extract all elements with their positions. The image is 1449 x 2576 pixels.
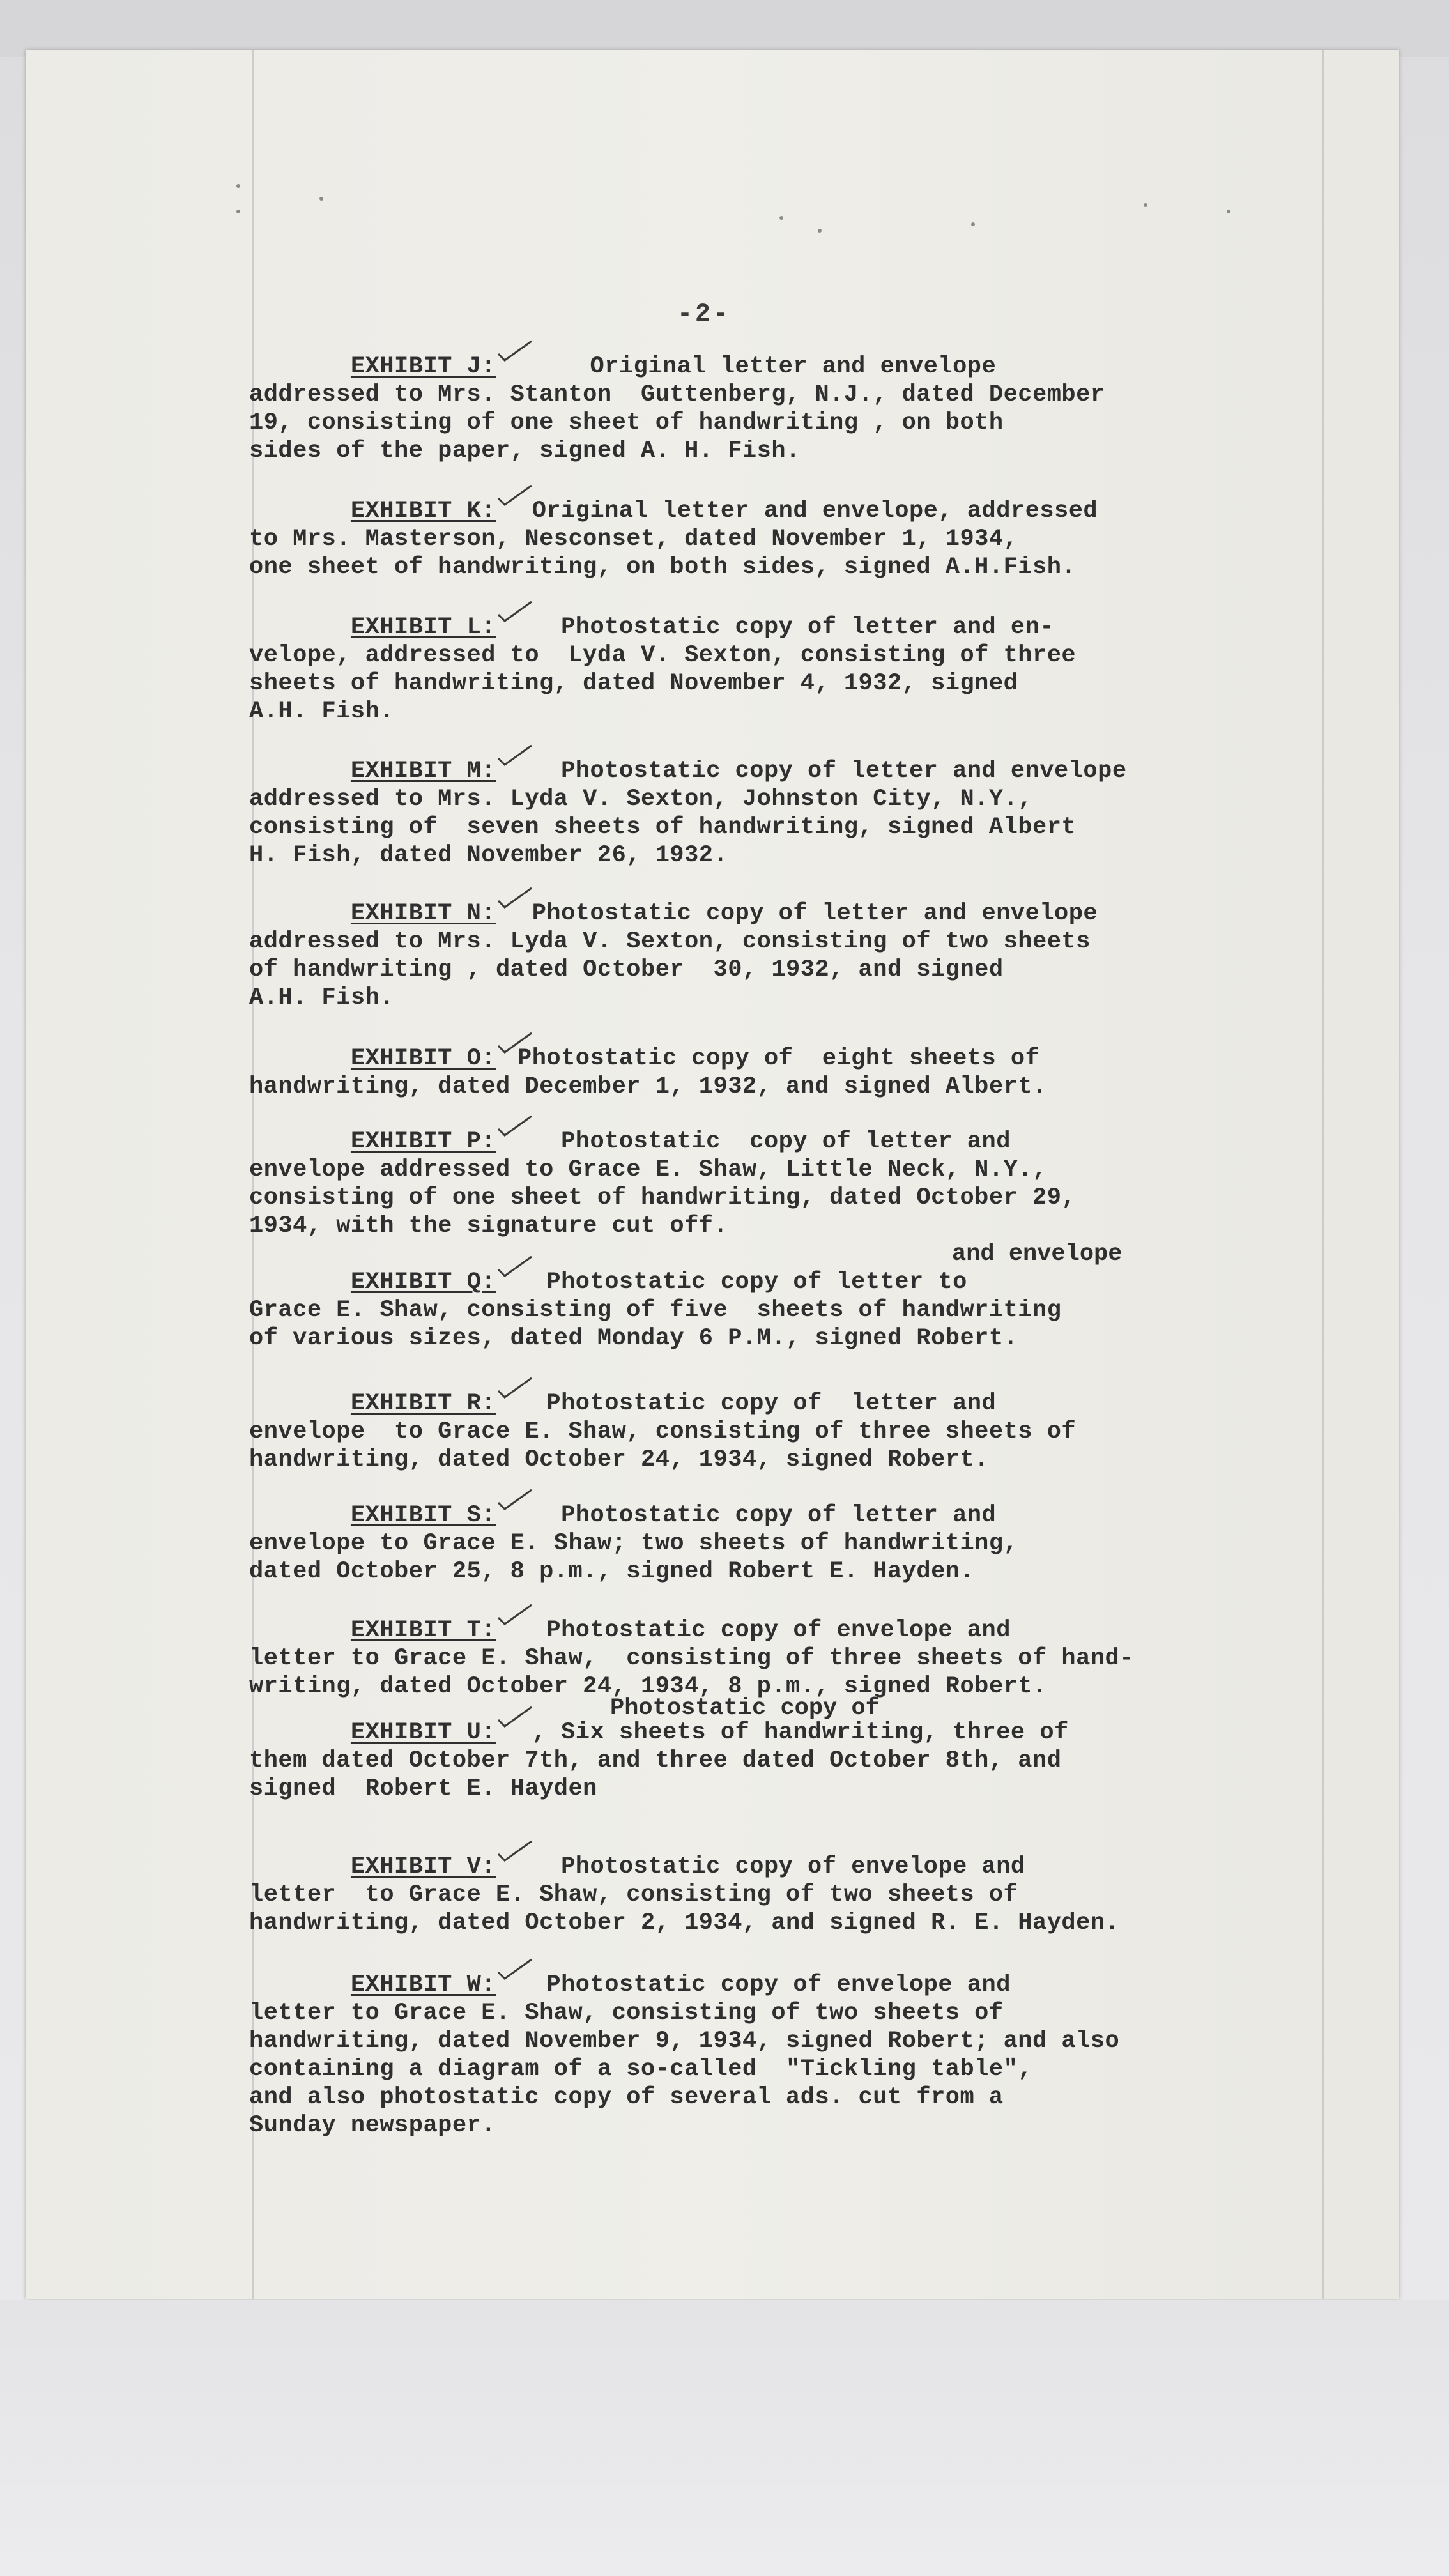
exhibit-text-line: containing a diagram of a so-called "Tickling table", [249, 2056, 1032, 2083]
exhibit-first-line [249, 1719, 1310, 1747]
exhibit-text-line: addressed to Mrs. Lyda V. Sexton, Johnston City, N.Y., [249, 786, 1032, 813]
exhibit-entry [249, 1853, 1310, 1937]
exhibit-text-line: Sunday newspaper. [249, 2112, 496, 2139]
checkmark-icon [496, 1957, 518, 1976]
exhibit-entry [249, 1045, 1310, 1101]
exhibit-text-line: addressed to Mrs. Stanton Guttenberg, N.J., dated December [249, 381, 1105, 408]
exhibit-label: EXHIBIT P: [350, 1128, 496, 1155]
typed-insertion: Photostatic copy of [610, 1695, 880, 1722]
checkmark-icon [496, 1031, 518, 1050]
exhibit-entry [249, 353, 1310, 465]
exhibit-text-line: to Mrs. Masterson, Nesconset, dated November 1, 1934, [249, 526, 1018, 553]
exhibit-first-line [249, 1853, 1310, 1881]
exhibit-text-line: letter to Grace E. Shaw, consisting of three sheets of hand- [249, 1645, 1134, 1672]
exhibit-entry [249, 613, 1310, 726]
exhibit-text-line: and also photostatic copy of several ads. cut from a [249, 2084, 1004, 2111]
exhibit-first-line [249, 1971, 1310, 1999]
checkmark-icon [496, 599, 518, 618]
exhibit-text-line: letter to Grace E. Shaw, consisting of two sheets of [249, 1882, 1018, 1908]
exhibit-lead-text: Original letter and envelope [517, 353, 997, 380]
background-top [0, 0, 1449, 57]
exhibit-first-line [249, 353, 1310, 381]
exhibit-text-line: addressed to Mrs. Lyda V. Sexton, consisting of two sheets [249, 928, 1091, 955]
checkmark-icon [496, 743, 518, 762]
exhibit-text-line: Grace E. Shaw, consisting of five sheets of handwriting [249, 1297, 1062, 1324]
exhibit-entry [249, 1501, 1310, 1586]
exhibit-text-line: sheets of handwriting, dated November 4, 1932, signed [249, 670, 1018, 697]
exhibit-text-line: handwriting, dated November 9, 1934, signed Robert; and also [249, 2028, 1120, 2055]
exhibit-lead-text: Photostatic copy of letter and [517, 1502, 997, 1529]
exhibit-first-line [249, 757, 1310, 785]
exhibit-label: EXHIBIT M: [350, 758, 496, 785]
exhibit-lead-text: Photostatic copy of letter and en- [517, 614, 1055, 641]
exhibit-text-line: of handwriting , dated October 30, 1932, and signed [249, 956, 1004, 983]
exhibit-label: EXHIBIT J: [350, 353, 496, 380]
exhibit-entry [249, 1719, 1310, 1803]
exhibit-text-line: one sheet of handwriting, on both sides, signed A.H.Fish. [249, 554, 1077, 581]
checkmark-icon [496, 1839, 518, 1858]
exhibit-entry [249, 1390, 1310, 1474]
exhibit-text-line: signed Robert E. Hayden [249, 1775, 597, 1802]
exhibit-text-line: envelope to Grace E. Shaw; two sheets of handwriting, [249, 1530, 1018, 1557]
exhibit-label: EXHIBIT K: [350, 498, 496, 525]
exhibit-text-line: writing, dated October 24, 1934, 8 p.m., signed Robert. [249, 1673, 1047, 1700]
exhibit-lead-text: Photostatic copy of letter and [517, 1390, 997, 1417]
exhibit-entry [249, 1128, 1310, 1240]
exhibit-label: EXHIBIT R: [350, 1390, 496, 1417]
exhibit-text-line: of various sizes, dated Monday 6 P.M., signed Robert. [249, 1325, 1018, 1352]
exhibit-entry [249, 1971, 1310, 2140]
background-bottom [0, 2300, 1449, 2576]
exhibit-label: EXHIBIT S: [350, 1502, 496, 1529]
exhibit-text-line: them dated October 7th, and three dated October 8th, and [249, 1747, 1062, 1774]
exhibit-first-line [249, 1616, 1310, 1644]
checkmark-icon [496, 483, 518, 502]
checkmark-icon [496, 1376, 518, 1395]
exhibit-text-line: handwriting, dated October 2, 1934, and signed R. E. Hayden. [249, 1910, 1120, 1936]
checkmark-icon [496, 1254, 518, 1273]
checkmark-icon [496, 1114, 518, 1133]
exhibit-first-line [249, 1128, 1310, 1156]
checkmark-icon [496, 1705, 518, 1724]
exhibit-text-line: A.H. Fish. [249, 698, 395, 725]
exhibit-first-line [249, 1045, 1310, 1073]
exhibit-first-line [249, 1390, 1310, 1418]
exhibit-text-line: consisting of seven sheets of handwriting, signed Albert [249, 814, 1077, 841]
right-margin-line [1322, 50, 1324, 2299]
exhibit-first-line [249, 900, 1310, 928]
exhibit-lead-text: Photostatic copy of letter and [517, 1128, 1011, 1155]
exhibit-lead-text: Photostatic copy of letter to [517, 1269, 967, 1296]
exhibit-text-line: dated October 25, 8 p.m., signed Robert E. Hayden. [249, 1558, 975, 1585]
exhibit-first-line [249, 497, 1310, 525]
exhibit-text-line: sides of the paper, signed A. H. Fish. [249, 438, 801, 464]
exhibit-label: EXHIBIT V: [350, 1853, 496, 1880]
exhibit-label: EXHIBIT N: [350, 900, 496, 927]
exhibit-text-line: velope, addressed to Lyda V. Sexton, consisting of three [249, 642, 1077, 669]
exhibit-lead-text: Photostatic copy of envelope and [517, 1853, 1025, 1880]
exhibit-text-line: handwriting, dated December 1, 1932, and signed Albert. [249, 1073, 1047, 1100]
exhibit-lead-text: Photostatic copy of envelope and [517, 1617, 1011, 1644]
exhibit-text-line: 19, consisting of one sheet of handwriting , on both [249, 410, 1004, 436]
exhibit-text-line: A.H. Fish. [249, 985, 395, 1011]
typed-insertion: and envelope [952, 1241, 1123, 1268]
exhibit-text-line: 1934, with the signature cut off. [249, 1213, 728, 1239]
exhibit-lead-text: Original letter and envelope, addressed [517, 498, 1098, 525]
exhibit-lead-text: Photostatic copy of letter and envelope [517, 900, 1098, 927]
exhibit-first-line [249, 613, 1310, 641]
exhibit-lead-text: Photostatic copy of envelope and [517, 1972, 1011, 1998]
exhibit-text-line: handwriting, dated October 24, 1934, signed Robert. [249, 1446, 989, 1473]
page-number: -2- [677, 300, 732, 329]
exhibit-label: EXHIBIT L: [350, 614, 496, 641]
checkmark-icon [496, 885, 518, 905]
exhibit-text-line: envelope to Grace E. Shaw, consisting of three sheets of [249, 1418, 1077, 1445]
exhibit-entry [249, 497, 1310, 581]
exhibit-first-line [249, 1268, 1310, 1296]
exhibit-text-line: H. Fish, dated November 26, 1932. [249, 842, 728, 869]
exhibit-label: EXHIBIT W: [350, 1972, 496, 1998]
exhibit-text-line: consisting of one sheet of handwriting, dated October 29, [249, 1184, 1077, 1211]
exhibit-label: EXHIBIT T: [350, 1617, 496, 1644]
exhibit-lead-text: Photostatic copy of letter and envelope [517, 758, 1127, 785]
exhibit-label: EXHIBIT Q: [350, 1269, 496, 1296]
exhibit-label: EXHIBIT O: [350, 1045, 496, 1072]
exhibit-first-line [249, 1501, 1310, 1529]
exhibit-text-line: letter to Grace E. Shaw, consisting of two sheets of [249, 2000, 1004, 2027]
checkmark-icon [496, 339, 518, 358]
exhibit-entry [249, 900, 1310, 1012]
exhibit-entry [249, 1268, 1310, 1353]
exhibit-entry [249, 757, 1310, 870]
exhibit-text-line: envelope addressed to Grace E. Shaw, Little Neck, N.Y., [249, 1156, 1047, 1183]
checkmark-icon [496, 1487, 518, 1506]
exhibit-lead-text: Photostatic copy of eight sheets of [517, 1045, 1040, 1072]
exhibit-entry [249, 1616, 1310, 1701]
exhibit-lead-text: , Six sheets of handwriting, three of [517, 1719, 1069, 1746]
checkmark-icon [496, 1602, 518, 1621]
exhibit-label: EXHIBIT U: [350, 1719, 496, 1746]
